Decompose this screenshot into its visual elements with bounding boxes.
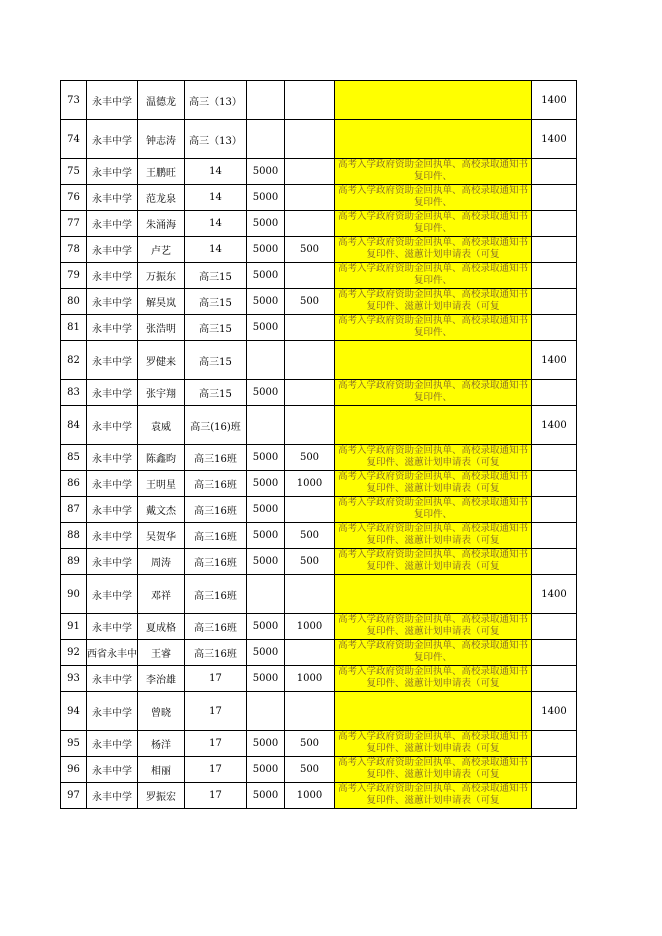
amount-c-cell[interactable] [532,159,577,185]
row-number-cell[interactable]: 86 [61,471,87,497]
class-cell[interactable]: 高三15 [185,341,247,380]
amount-c-cell[interactable] [532,523,577,549]
amount-a-cell[interactable] [247,341,285,380]
materials-note-cell[interactable] [335,289,532,315]
class-cell[interactable]: 高三16班 [185,471,247,497]
row-number-cell[interactable]: 97 [61,783,87,809]
student-name-cell[interactable]: 钟志涛 [138,120,185,159]
school-cell[interactable]: 永丰中学 [87,731,138,757]
school-cell[interactable]: 永丰中学 [87,289,138,315]
amount-b-cell[interactable]: 1000 [285,666,335,692]
amount-c-cell[interactable] [532,549,577,575]
table-row [61,380,577,406]
amount-c-cell[interactable] [532,211,577,237]
amount-a-cell[interactable]: 5000 [247,614,285,640]
amount-a-cell[interactable]: 5000 [247,549,285,575]
student-name-cell[interactable]: 罗振宏 [138,783,185,809]
school-cell[interactable]: 永丰中学 [87,471,138,497]
row-number-cell[interactable]: 90 [61,575,87,614]
amount-b-cell[interactable] [285,692,335,731]
amount-b-cell[interactable]: 1000 [285,471,335,497]
amount-b-cell[interactable] [285,120,335,159]
student-name-cell[interactable]: 吴贺华 [138,523,185,549]
amount-c-cell[interactable] [532,380,577,406]
row-number-cell[interactable]: 81 [61,315,87,341]
amount-a-cell[interactable]: 5000 [247,263,285,289]
student-name-cell[interactable]: 王鹏旺 [138,159,185,185]
materials-note-text: 高考入学政府资助金回执单、高校录取通知书复印件、滋蕙计划申请表（可复 [337,289,528,312]
materials-note-text: 高考入学政府资助金回执单、高校录取通知书复印件、 [337,640,528,663]
row-number-cell[interactable]: 84 [61,406,87,445]
amount-a-cell[interactable]: 5000 [247,315,285,341]
row-number-cell[interactable]: 94 [61,692,87,731]
school-cell[interactable]: 永丰中学 [87,757,138,783]
materials-note-cell[interactable] [335,445,532,471]
materials-note-text: 高考入学政府资助金回执单、高校录取通知书复印件、 [337,497,528,520]
amount-c-cell[interactable] [532,237,577,263]
table-row [61,341,577,380]
student-name-cell[interactable]: 周涛 [138,549,185,575]
amount-a-cell[interactable]: 5000 [247,757,285,783]
school-cell[interactable]: 永丰中学 [87,237,138,263]
row-number-cell[interactable]: 91 [61,614,87,640]
class-cell[interactable]: 高三(16)班 [185,406,247,445]
materials-note-cell[interactable] [335,575,532,614]
amount-c-cell[interactable] [532,757,577,783]
amount-b-cell[interactable]: 1000 [285,783,335,809]
class-cell[interactable]: 高三（13） [185,81,247,120]
school-cell[interactable]: 永丰中学 [87,185,138,211]
school-cell[interactable]: 永丰中学 [87,263,138,289]
row-number-cell[interactable]: 76 [61,185,87,211]
table-row [61,211,577,237]
amount-a-cell[interactable] [247,120,285,159]
amount-a-cell[interactable]: 5000 [247,471,285,497]
row-number-cell[interactable]: 83 [61,380,87,406]
materials-note-cell[interactable] [335,783,532,809]
materials-note-cell[interactable] [335,731,532,757]
amount-c-cell[interactable]: 1400 [532,692,577,731]
table-row [61,731,577,757]
amount-c-cell[interactable] [532,315,577,341]
school-cell[interactable]: 永丰中学 [87,159,138,185]
class-cell[interactable]: 14 [185,237,247,263]
student-name-cell[interactable]: 范龙泉 [138,185,185,211]
amount-c-cell[interactable]: 1400 [532,575,577,614]
row-number-cell[interactable]: 74 [61,120,87,159]
student-name-cell[interactable]: 罗健来 [138,341,185,380]
school-cell[interactable]: 永丰中学 [87,445,138,471]
table-row [61,159,577,185]
class-cell[interactable]: 高三（13） [185,120,247,159]
class-cell[interactable]: 高三16班 [185,445,247,471]
class-cell[interactable]: 17 [185,666,247,692]
table-row [61,575,577,614]
materials-note-cell[interactable] [335,81,532,120]
student-name-cell[interactable]: 戴文杰 [138,497,185,523]
school-cell[interactable]: 永丰中学 [87,380,138,406]
table-row [61,640,577,666]
materials-note-cell[interactable] [335,640,532,666]
table-row [61,666,577,692]
school-cell[interactable]: 永丰中学 [87,575,138,614]
materials-note-cell[interactable] [335,497,532,523]
amount-a-cell[interactable]: 5000 [247,159,285,185]
amount-b-cell[interactable]: 500 [285,523,335,549]
amount-b-cell[interactable] [285,380,335,406]
school-cell[interactable]: 永丰中学 [87,549,138,575]
amount-c-cell[interactable]: 1400 [532,120,577,159]
school-cell[interactable]: 永丰中学 [87,497,138,523]
materials-note-text: 高考入学政府资助金回执单、高校录取通知书复印件、滋蕙计划申请表（可复 [337,783,528,806]
row-number-cell[interactable]: 89 [61,549,87,575]
amount-b-cell[interactable] [285,341,335,380]
student-name-cell[interactable]: 曾晓 [138,692,185,731]
materials-note-cell[interactable] [335,614,532,640]
amount-b-cell[interactable] [285,263,335,289]
amount-a-cell[interactable]: 5000 [247,783,285,809]
class-cell[interactable]: 17 [185,783,247,809]
amount-a-cell[interactable] [247,81,285,120]
class-cell[interactable]: 17 [185,731,247,757]
student-name-cell[interactable]: 袁威 [138,406,185,445]
amount-b-cell[interactable] [285,575,335,614]
row-number-cell[interactable]: 93 [61,666,87,692]
class-cell[interactable]: 14 [185,185,247,211]
amount-a-cell[interactable]: 5000 [247,445,285,471]
student-name-cell[interactable]: 张浩明 [138,315,185,341]
amount-a-cell[interactable] [247,575,285,614]
table-body [61,81,577,809]
materials-note-cell[interactable] [335,549,532,575]
class-cell[interactable]: 14 [185,159,247,185]
row-number-cell[interactable]: 82 [61,341,87,380]
student-name-cell[interactable]: 王明星 [138,471,185,497]
amount-c-cell[interactable] [532,731,577,757]
amount-c-cell[interactable] [532,185,577,211]
amount-b-cell[interactable]: 500 [285,237,335,263]
materials-note-text: 高考入学政府资助金回执单、高校录取通知书复印件、 [337,185,528,208]
row-number-cell[interactable]: 77 [61,211,87,237]
materials-note-cell[interactable] [335,185,532,211]
amount-b-cell[interactable]: 500 [285,549,335,575]
student-name-cell[interactable]: 张宇翔 [138,380,185,406]
table-row [61,237,577,263]
amount-a-cell[interactable]: 5000 [247,289,285,315]
school-cell[interactable]: 永丰中学 [87,783,138,809]
row-number-cell[interactable]: 95 [61,731,87,757]
student-name-cell[interactable]: 李治雄 [138,666,185,692]
materials-note-cell[interactable] [335,471,532,497]
class-cell[interactable]: 高三15 [185,289,247,315]
materials-note-text: 高考入学政府资助金回执单、高校录取通知书复印件、滋蕙计划申请表（可复 [337,614,528,637]
table-row [61,783,577,809]
student-name-cell[interactable]: 杨洋 [138,731,185,757]
class-cell[interactable]: 14 [185,211,247,237]
class-cell[interactable]: 高三15 [185,315,247,341]
materials-note-text: 高考入学政府资助金回执单、高校录取通知书复印件、滋蕙计划申请表（可复 [337,237,528,260]
materials-note-cell[interactable] [335,406,532,445]
materials-note-text: 高考入学政府资助金回执单、高校录取通知书复印件、滋蕙计划申请表（可复 [337,523,528,546]
amount-b-cell[interactable]: 500 [285,445,335,471]
amount-b-cell[interactable]: 500 [285,757,335,783]
amount-b-cell[interactable]: 500 [285,731,335,757]
amount-a-cell[interactable]: 5000 [247,380,285,406]
row-number-cell[interactable]: 78 [61,237,87,263]
amount-a-cell[interactable]: 5000 [247,237,285,263]
class-cell[interactable]: 高三16班 [185,640,247,666]
amount-a-cell[interactable] [247,692,285,731]
amount-c-cell[interactable]: 1400 [532,81,577,120]
amount-b-cell[interactable] [285,497,335,523]
school-cell[interactable]: 永丰中学 [87,81,138,120]
materials-note-cell[interactable] [335,315,532,341]
table-row [61,315,577,341]
materials-note-text: 高考入学政府资助金回执单、高校录取通知书复印件、 [337,380,528,403]
amount-a-cell[interactable]: 5000 [247,211,285,237]
class-cell[interactable]: 高三16班 [185,614,247,640]
table-row [61,289,577,315]
materials-note-text: 高考入学政府资助金回执单、高校录取通知书复印件、 [337,315,528,338]
table-row [61,692,577,731]
materials-note-text: 高考入学政府资助金回执单、高校录取通知书复印件、滋蕙计划申请表（可复 [337,445,528,468]
school-cell[interactable]: 永丰中学 [87,315,138,341]
materials-note-text: 高考入学政府资助金回执单、高校录取通知书复印件、滋蕙计划申请表（可复 [337,549,528,572]
row-number-cell[interactable]: 92 [61,640,87,666]
class-cell[interactable]: 高三15 [185,380,247,406]
class-cell[interactable]: 高三16班 [185,523,247,549]
row-number-cell[interactable]: 79 [61,263,87,289]
student-name-cell[interactable]: 朱涌海 [138,211,185,237]
amount-c-cell[interactable] [532,289,577,315]
table-row [61,185,577,211]
materials-note-cell[interactable] [335,666,532,692]
table-row [61,549,577,575]
class-cell[interactable]: 17 [185,692,247,731]
materials-note-cell[interactable] [335,120,532,159]
row-number-cell[interactable]: 73 [61,81,87,120]
materials-note-cell[interactable] [335,380,532,406]
amount-a-cell[interactable]: 5000 [247,640,285,666]
amount-a-cell[interactable]: 5000 [247,731,285,757]
student-name-cell[interactable]: 万振东 [138,263,185,289]
table-row [61,120,577,159]
materials-note-cell[interactable] [335,341,532,380]
row-number-cell[interactable]: 96 [61,757,87,783]
row-number-cell[interactable]: 87 [61,497,87,523]
student-name-cell[interactable]: 陈鑫昀 [138,445,185,471]
amount-c-cell[interactable] [532,614,577,640]
row-number-cell[interactable]: 88 [61,523,87,549]
school-cell[interactable]: 永丰中学 [87,614,138,640]
class-cell[interactable]: 高三16班 [185,549,247,575]
materials-note-text: 高考入学政府资助金回执单、高校录取通知书复印件、滋蕙计划申请表（可复 [337,757,528,780]
student-name-cell[interactable]: 相丽 [138,757,185,783]
amount-c-cell[interactable] [532,263,577,289]
table-row [61,614,577,640]
class-cell[interactable]: 高三15 [185,263,247,289]
amount-a-cell[interactable]: 5000 [247,185,285,211]
school-cell[interactable]: 永丰中学 [87,406,138,445]
student-name-cell[interactable]: 王睿 [138,640,185,666]
table-row [61,523,577,549]
amount-c-cell[interactable] [532,445,577,471]
amount-b-cell[interactable]: 1000 [285,614,335,640]
materials-note-text: 高考入学政府资助金回执单、高校录取通知书复印件、 [337,263,528,286]
amount-b-cell[interactable] [285,315,335,341]
school-cell[interactable]: 永丰中学 [87,692,138,731]
amount-c-cell[interactable] [532,471,577,497]
materials-note-cell[interactable] [335,692,532,731]
row-number-cell[interactable]: 75 [61,159,87,185]
amount-b-cell[interactable] [285,211,335,237]
table-row [61,445,577,471]
amount-b-cell[interactable]: 500 [285,289,335,315]
materials-note-cell[interactable] [335,757,532,783]
student-name-cell[interactable]: 夏成格 [138,614,185,640]
amount-c-cell[interactable] [532,497,577,523]
table-row [61,497,577,523]
student-name-cell[interactable]: 邓祥 [138,575,185,614]
amount-a-cell[interactable]: 5000 [247,666,285,692]
amount-b-cell[interactable] [285,406,335,445]
amount-b-cell[interactable] [285,640,335,666]
amount-c-cell[interactable] [532,666,577,692]
amount-b-cell[interactable] [285,185,335,211]
amount-a-cell[interactable]: 5000 [247,497,285,523]
student-name-cell[interactable]: 卢艺 [138,237,185,263]
table-row [61,81,577,120]
table-row [61,471,577,497]
school-cell[interactable]: 永丰中学 [87,211,138,237]
amount-a-cell[interactable] [247,406,285,445]
amount-c-cell[interactable]: 1400 [532,341,577,380]
student-name-cell[interactable]: 解昊岚 [138,289,185,315]
school-cell[interactable]: 西省永丰中 [87,640,138,666]
student-name-cell[interactable]: 温德龙 [138,81,185,120]
amount-b-cell[interactable] [285,159,335,185]
amount-a-cell[interactable]: 5000 [247,523,285,549]
amount-c-cell[interactable] [532,640,577,666]
table-row [61,757,577,783]
table-row [61,406,577,445]
row-number-cell[interactable]: 85 [61,445,87,471]
materials-note-cell[interactable] [335,523,532,549]
materials-note-cell[interactable] [335,237,532,263]
amount-c-cell[interactable]: 1400 [532,406,577,445]
school-cell[interactable]: 永丰中学 [87,341,138,380]
materials-note-cell[interactable] [335,211,532,237]
materials-note-text: 高考入学政府资助金回执单、高校录取通知书复印件、滋蕙计划申请表（可复 [337,666,528,689]
row-number-cell[interactable]: 80 [61,289,87,315]
spreadsheet-table [60,80,577,809]
materials-note-text: 高考入学政府资助金回执单、高校录取通知书复印件、滋蕙计划申请表（可复 [337,731,528,754]
amount-c-cell[interactable] [532,783,577,809]
table-row [61,263,577,289]
materials-note-text: 高考入学政府资助金回执单、高校录取通知书复印件、 [337,159,528,182]
school-cell[interactable]: 永丰中学 [87,666,138,692]
class-cell[interactable]: 17 [185,757,247,783]
amount-b-cell[interactable] [285,81,335,120]
class-cell[interactable]: 高三16班 [185,497,247,523]
materials-note-text: 高考入学政府资助金回执单、高校录取通知书复印件、滋蕙计划申请表（可复 [337,471,528,494]
class-cell[interactable]: 高三16班 [185,575,247,614]
school-cell[interactable]: 永丰中学 [87,523,138,549]
materials-note-cell[interactable] [335,263,532,289]
materials-note-text: 高考入学政府资助金回执单、高校录取通知书复印件、 [337,211,528,234]
materials-note-cell[interactable] [335,159,532,185]
school-cell[interactable]: 永丰中学 [87,120,138,159]
